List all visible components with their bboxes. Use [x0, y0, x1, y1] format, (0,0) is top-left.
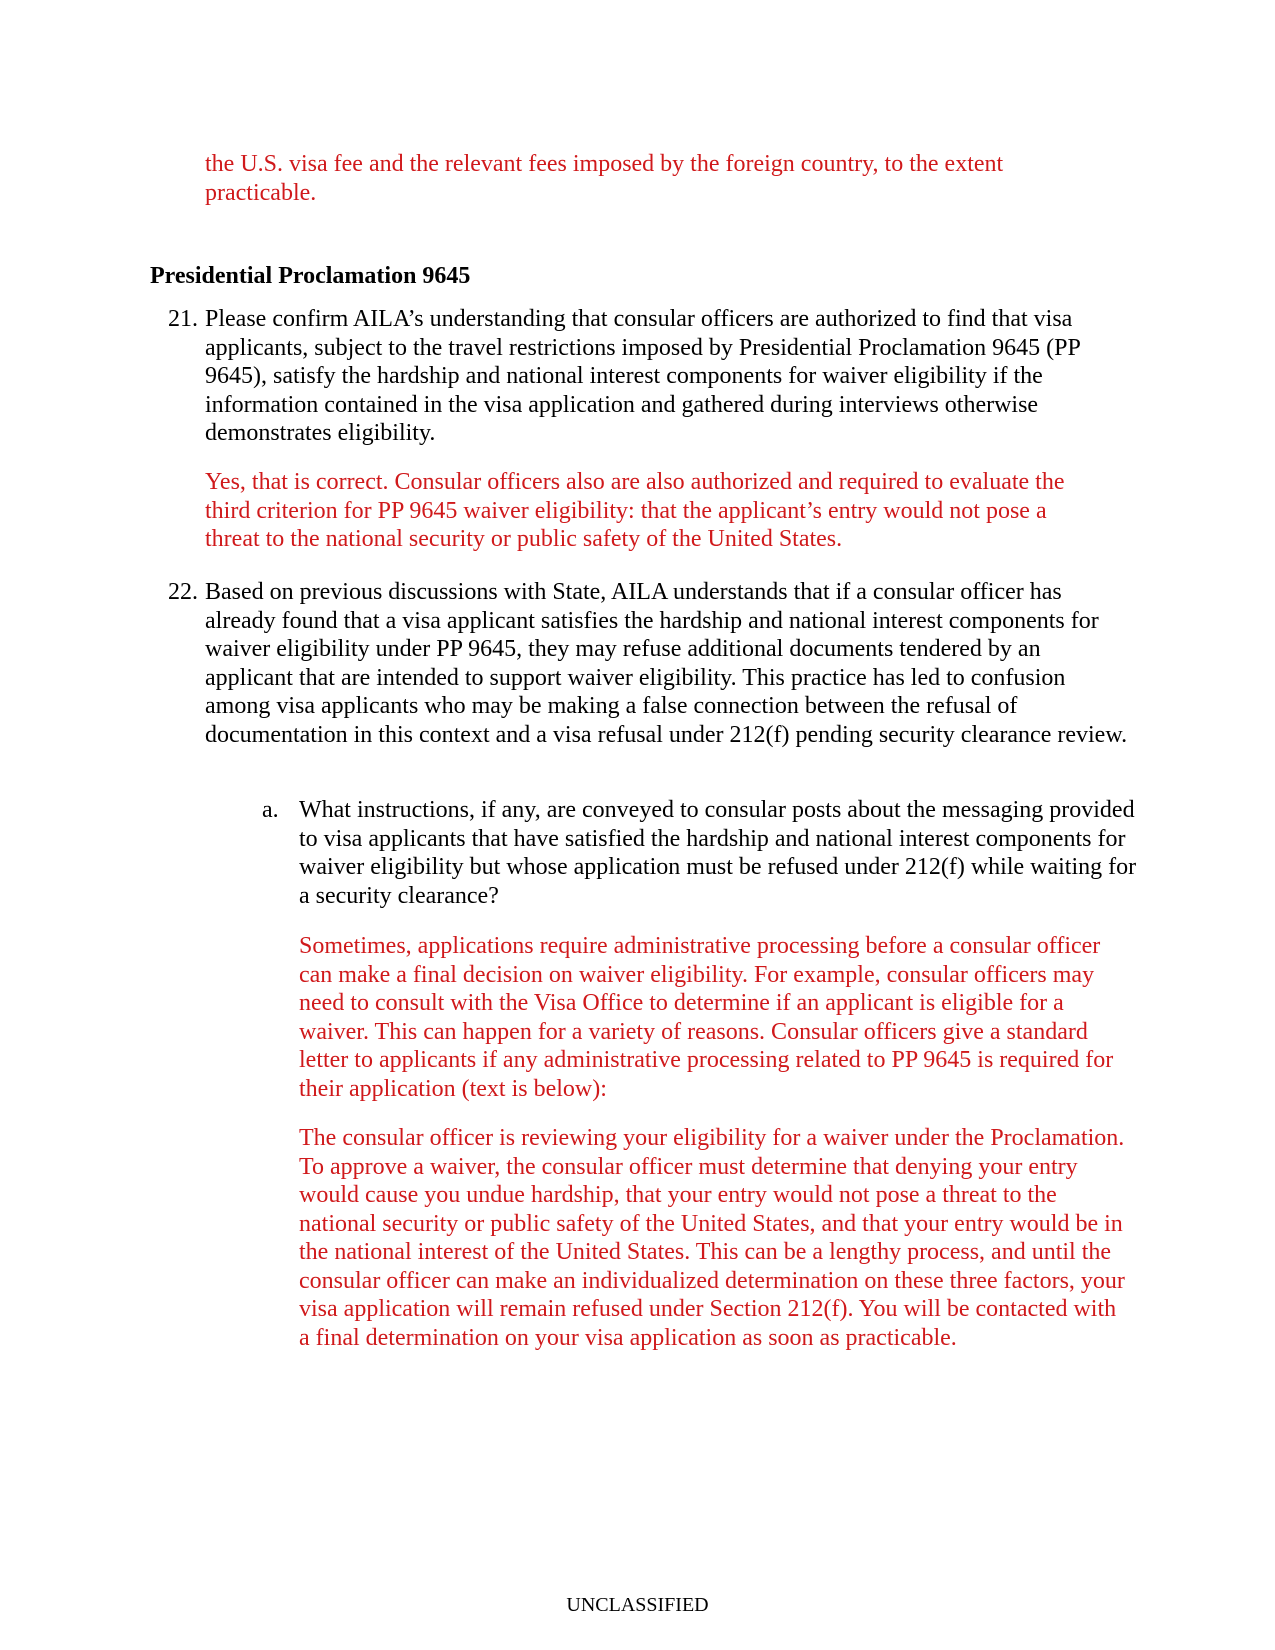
subquestion-22a	[262, 796, 1142, 910]
subquestion-letter: a.	[262, 797, 279, 823]
answer-text: Yes, that is correct. Consular officers also are also authorized and required to evaluate the third criterion for PP 9645 waiver eligibility: that the applicant’s entry would not pose a threat to the national security or public safety of the United States.	[205, 469, 1065, 552]
classification-footer: UNCLASSIFIED	[566, 1594, 709, 1616]
continuation-answer	[205, 150, 1085, 207]
section-heading: Presidential Proclamation 9645	[150, 263, 471, 289]
answer-22a-standard-letter	[299, 1124, 1129, 1352]
answer-text: Sometimes, applications require administrative processing before a consular officer can make a final decision on waiver eligibility. For example, consular officers may need to consult with the Visa Office to determine if an applicant is eligible for a waiver. This can happen for a variety of reasons. Consular officers give a standard letter to applicants if any administrative processing related to PP 9645 is required for their application (text is below):	[299, 933, 1114, 1102]
answer-21	[205, 468, 1105, 554]
question-text: Based on previous discussions with State, AILA understands that if a consular officer has already found that a visa applicant satisfies the hardship and national interest components for waiver eligibility under PP 9645, they may refuse additional documents tendered by an applicant that are intended to support waiver eligibility. This practice has led to confusion among visa applicants who may be making a false connection between the refusal of documentation in this context and a visa refusal under 212(f) pending security clearance review.	[205, 579, 1128, 748]
question-number: 21.	[168, 306, 198, 332]
answer-text: The consular officer is reviewing your eligibility for a waiver under the Proclamation. To approve a waiver, the consular officer must determine that denying your entry would cause you undue hardship, that your entry would not pose a threat to the national security or public safety of the United States, and that your entry would be in the national interest of the United States. This can be a lengthy process, and until the consular officer can make an individualized determination on these three factors, your visa application will remain refused under Section 212(f). You will be contacted with a final determination on your visa application as soon as practicable.	[299, 1125, 1125, 1351]
subquestion-text: What instructions, if any, are conveyed to consular posts about the messaging provided to visa applicants that have satisfied the hardship and national interest components for waiver eligibility but whose application must be refused under 212(f) while waiting for a security clearance?	[299, 797, 1137, 909]
question-21	[168, 305, 1128, 448]
question-text: Please confirm AILA’s understanding that consular officers are authorized to find that visa applicants, subject to the travel restrictions imposed by Presidential Proclamation 9645 (PP 9645), satisfy the hardship and national interest components for waiver eligibility if the information contained in the visa application and gathered during interviews otherwise demonstrates eligibility.	[205, 306, 1080, 446]
question-number: 22.	[168, 579, 198, 605]
answer-22a-paragraph-1	[299, 932, 1129, 1103]
continuation-text: the U.S. visa fee and the relevant fees imposed by the foreign country, to the extent practicable.	[205, 151, 1004, 206]
question-22	[168, 578, 1128, 749]
